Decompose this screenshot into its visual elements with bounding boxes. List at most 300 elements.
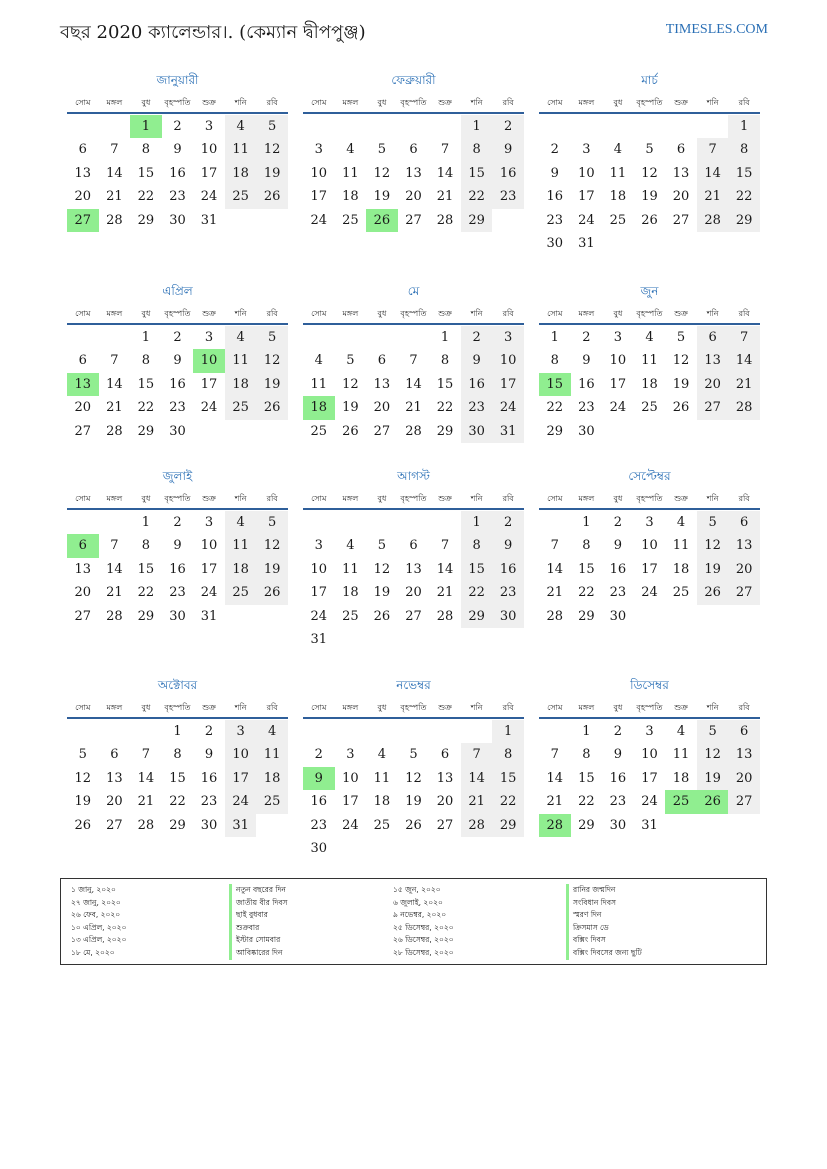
day-cell: 2 — [173, 515, 182, 530]
day-cell: 4 — [346, 538, 355, 554]
day-cell: 14 — [106, 376, 123, 392]
day-cell: 3 — [204, 119, 214, 134]
day-cell-holiday: 15 — [539, 373, 571, 396]
day-cell: 10 — [200, 142, 218, 158]
day-cell: 22 — [578, 585, 595, 601]
day-cell: 17 — [310, 189, 328, 205]
day-cell: 3 — [225, 720, 257, 743]
day-cell: 21 — [106, 189, 123, 205]
day-cell: 16 — [169, 376, 186, 392]
weekday-label: সোম — [547, 309, 563, 318]
day-cell: 6 — [78, 142, 87, 158]
weekday-label: সোম — [311, 309, 327, 318]
holiday-name: রানির জন্মদিন — [566, 884, 642, 897]
day-cell: 22 — [461, 185, 493, 208]
empty-cell — [303, 720, 335, 743]
day-cell: 16 — [492, 162, 524, 185]
day-cell: 10 — [310, 561, 328, 577]
day-cell: 12 — [405, 770, 422, 786]
holiday-date: ২৫ ডিসেম্বর, ২০২০ — [393, 922, 454, 932]
day-cell: 7 — [440, 538, 450, 554]
day-cell: 26 — [342, 423, 359, 439]
day-cell: 1 — [440, 330, 450, 345]
day-cell: 11 — [256, 743, 288, 766]
empty-cell — [429, 115, 461, 138]
day-cell: 17 — [342, 794, 359, 810]
day-cell: 4 — [676, 515, 686, 530]
day-cell: 25 — [225, 185, 257, 208]
day-cell: 11 — [225, 349, 257, 372]
holiday-date: ১৮ মে, ২০২০ — [71, 947, 115, 957]
day-grid — [539, 115, 760, 255]
month-name: আগস্ট — [397, 469, 430, 483]
day-cell: 11 — [672, 747, 690, 763]
day-cell: 3 — [204, 330, 214, 345]
holiday-name: স্মরণ দিন — [566, 909, 642, 922]
day-cell: 29 — [578, 817, 595, 833]
day-cell: 23 — [310, 817, 328, 833]
day-cell: 13 — [74, 561, 92, 577]
empty-cell — [366, 511, 398, 534]
weekday-label: বৃহস্পতি — [636, 494, 663, 503]
weekday-header — [303, 94, 524, 114]
day-cell: 8 — [461, 534, 493, 557]
day-cell: 13 — [373, 376, 391, 392]
month-name: এপ্রিল — [162, 284, 193, 298]
day-cell: 2 — [173, 330, 182, 345]
month-block — [303, 281, 524, 443]
day-cell: 16 — [546, 189, 564, 205]
weekday-header — [67, 94, 288, 114]
day-cell: 9 — [492, 534, 524, 557]
day-cell: 22 — [578, 794, 595, 810]
day-cell: 14 — [137, 770, 155, 786]
site-brand-link[interactable]: TIMESLES.COM — [665, 22, 768, 37]
day-cell: 20 — [74, 400, 92, 416]
day-cell: 28 — [546, 608, 564, 624]
weekday-label: বৃহস্পতি — [164, 98, 191, 107]
day-cell: 5 — [409, 747, 418, 763]
month-name: জুলাই — [162, 469, 193, 483]
empty-cell — [99, 115, 131, 138]
day-cell: 27 — [74, 608, 92, 624]
day-cell-holiday: 18 — [303, 396, 335, 419]
weekday-label: রবি — [266, 309, 278, 318]
weekday-label: শনি — [470, 98, 483, 107]
day-cell: 4 — [346, 142, 355, 158]
day-cell: 17 — [200, 376, 218, 392]
day-cell: 1 — [461, 115, 493, 138]
day-grid — [539, 720, 760, 837]
day-cell: 3 — [314, 538, 323, 554]
day-grid — [303, 115, 524, 232]
empty-cell — [398, 720, 430, 743]
day-cell-holiday: 13 — [67, 373, 99, 396]
day-cell: 21 — [436, 189, 454, 205]
day-cell: 7 — [141, 747, 151, 763]
day-cell: 20 — [697, 373, 729, 396]
day-cell: 22 — [137, 585, 155, 601]
weekday-label: রবি — [502, 494, 514, 503]
day-cell: 23 — [200, 794, 218, 810]
day-cell: 20 — [728, 767, 760, 790]
day-cell: 14 — [461, 767, 493, 790]
day-cell: 24 — [225, 790, 257, 813]
weekday-label: মঙ্গল — [106, 98, 123, 107]
empty-cell — [303, 115, 335, 138]
day-cell: 18 — [225, 162, 257, 185]
weekday-label: মঙ্গল — [342, 494, 359, 503]
day-cell: 25 — [225, 581, 257, 604]
weekday-label: শুক্র — [674, 703, 688, 712]
day-cell: 14 — [546, 770, 564, 786]
day-cell: 27 — [74, 423, 92, 439]
day-cell: 27 — [672, 212, 690, 228]
weekday-label: শুক্র — [202, 309, 216, 318]
day-cell: 10 — [578, 165, 595, 181]
day-cell: 17 — [310, 585, 328, 601]
day-cell: 2 — [492, 511, 524, 534]
day-cell: 23 — [169, 189, 186, 205]
day-cell: 25 — [672, 585, 690, 601]
holiday-name: নতুন বছরের দিন — [229, 884, 288, 897]
day-cell: 24 — [609, 400, 627, 416]
day-cell: 9 — [613, 538, 623, 554]
day-cell: 29 — [492, 814, 524, 837]
empty-cell — [303, 511, 335, 534]
day-cell: 18 — [641, 376, 658, 392]
day-cell: 17 — [200, 165, 218, 181]
day-cell: 7 — [440, 142, 450, 158]
day-cell-holiday: 28 — [539, 814, 571, 837]
day-cell: 20 — [74, 585, 92, 601]
holiday-name: বক্সিং দিবস — [566, 934, 642, 947]
day-cell: 17 — [225, 767, 257, 790]
day-cell: 13 — [405, 561, 422, 577]
empty-cell — [67, 326, 99, 349]
day-cell: 22 — [169, 794, 186, 810]
weekday-label: সোম — [547, 494, 563, 503]
weekday-label: শুক্র — [202, 98, 216, 107]
day-cell: 28 — [461, 814, 493, 837]
day-cell: 16 — [609, 561, 627, 577]
weekday-label: মঙ্গল — [342, 703, 359, 712]
day-cell: 4 — [676, 724, 686, 739]
day-cell: 9 — [461, 349, 493, 372]
day-cell: 2 — [613, 724, 623, 739]
weekday-label: মঙ্গল — [578, 494, 595, 503]
holiday-name: জাতীয় বীর দিবস — [229, 897, 288, 910]
month-block — [67, 466, 288, 628]
day-cell: 9 — [613, 747, 623, 763]
day-cell: 29 — [436, 423, 454, 439]
day-cell: 28 — [106, 212, 123, 228]
day-cell: 3 — [492, 326, 524, 349]
day-cell: 20 — [106, 794, 123, 810]
month-block — [303, 70, 524, 232]
holiday-date: ৬ জুলাই, ২০২০ — [393, 897, 443, 907]
weekday-label: বৃহস্পতি — [164, 309, 191, 318]
day-cell: 12 — [256, 349, 288, 372]
day-cell: 30 — [609, 817, 627, 833]
day-cell: 13 — [74, 165, 92, 181]
empty-cell — [571, 115, 603, 138]
day-cell: 5 — [346, 353, 355, 369]
day-cell: 20 — [405, 189, 422, 205]
weekday-label: বুধ — [613, 703, 623, 712]
day-cell: 14 — [697, 162, 729, 185]
day-cell: 15 — [461, 162, 493, 185]
day-cell: 20 — [405, 585, 422, 601]
day-cell: 18 — [342, 585, 359, 601]
day-cell: 11 — [641, 353, 658, 369]
day-grid — [303, 326, 524, 443]
day-cell: 19 — [641, 189, 658, 205]
day-cell: 20 — [436, 794, 454, 810]
weekday-label: বৃহস্পতি — [636, 98, 663, 107]
month-name: জুন — [640, 284, 659, 298]
weekday-label: মঙ্গল — [578, 98, 595, 107]
empty-cell — [335, 511, 367, 534]
weekday-label: বুধ — [141, 98, 151, 107]
empty-cell — [429, 511, 461, 534]
day-cell: 15 — [436, 376, 454, 392]
month-name: সেপ্টেম্বর — [628, 469, 671, 483]
day-cell: 18 — [672, 770, 690, 786]
day-cell: 11 — [342, 561, 359, 577]
day-cell: 15 — [578, 561, 595, 577]
day-cell: 21 — [405, 400, 422, 416]
day-cell: 1 — [492, 720, 524, 743]
day-cell: 17 — [578, 189, 595, 205]
weekday-label: বুধ — [141, 494, 151, 503]
empty-cell — [429, 720, 461, 743]
month-name: মে — [407, 284, 420, 298]
day-cell: 27 — [728, 790, 760, 813]
day-cell: 6 — [78, 353, 87, 369]
day-cell: 15 — [137, 165, 155, 181]
day-cell: 15 — [578, 770, 595, 786]
weekday-label: বুধ — [141, 703, 151, 712]
weekday-label: রবি — [738, 309, 750, 318]
empty-cell — [634, 115, 666, 138]
weekday-label: বুধ — [377, 309, 387, 318]
day-cell: 29 — [546, 423, 564, 439]
day-cell: 28 — [436, 212, 454, 228]
day-cell: 6 — [440, 747, 450, 763]
month-name: নভেম্বর — [396, 678, 431, 692]
weekday-label: সোম — [311, 98, 327, 107]
day-cell: 14 — [728, 349, 760, 372]
day-cell: 15 — [728, 162, 760, 185]
day-cell: 2 — [613, 515, 623, 530]
weekday-label: মঙ্গল — [578, 703, 595, 712]
day-cell: 10 — [609, 353, 627, 369]
day-cell: 14 — [106, 561, 123, 577]
day-cell: 21 — [546, 585, 564, 601]
day-cell: 7 — [110, 538, 119, 554]
day-cell: 26 — [697, 581, 729, 604]
holiday-date: ১৫ জুন, ২০২০ — [393, 885, 441, 894]
day-cell-holiday: 25 — [665, 790, 697, 813]
weekday-label: সোম — [311, 494, 327, 503]
day-cell: 7 — [728, 326, 760, 349]
holiday-name: বক্সিং দিবসের জন্য ছুটি — [566, 947, 642, 960]
holiday-date: ২৬ ফেব, ২০২০ — [71, 910, 121, 920]
day-cell: 26 — [373, 608, 391, 624]
day-cell: 25 — [342, 212, 359, 228]
weekday-header — [67, 699, 288, 719]
weekday-label: বৃহস্পতি — [400, 494, 427, 503]
day-cell: 31 — [200, 608, 218, 624]
day-cell: 23 — [609, 585, 627, 601]
day-cell: 2 — [204, 724, 214, 739]
day-cell: 21 — [461, 790, 493, 813]
empty-cell — [539, 511, 571, 534]
day-cell: 25 — [225, 396, 257, 419]
day-cell: 16 — [492, 558, 524, 581]
holiday-date: ৯ নভেম্বর, ২০২০ — [393, 910, 447, 920]
day-cell: 7 — [697, 138, 729, 161]
day-grid — [67, 511, 288, 628]
day-cell: 4 — [225, 326, 257, 349]
day-cell: 13 — [728, 534, 760, 557]
holiday-name: আবিষ্কারের দিন — [229, 947, 288, 960]
day-cell: 7 — [550, 538, 559, 554]
day-cell: 15 — [492, 767, 524, 790]
day-cell: 20 — [373, 400, 391, 416]
day-cell: 19 — [697, 558, 729, 581]
holiday-date: ১ জানু, ২০২০ — [71, 885, 116, 894]
day-cell: 5 — [256, 115, 288, 138]
day-cell: 21 — [106, 400, 123, 416]
holiday-name: ক্রিসমাস ডে — [566, 922, 642, 935]
day-cell: 25 — [310, 423, 328, 439]
day-cell: 11 — [672, 538, 690, 554]
day-cell: 11 — [373, 770, 391, 786]
weekday-label: শনি — [706, 98, 719, 107]
empty-cell — [366, 720, 398, 743]
holiday-name: ছাই বুধবার — [229, 909, 288, 922]
day-cell: 17 — [641, 770, 658, 786]
day-cell: 18 — [225, 373, 257, 396]
weekday-label: শুক্র — [674, 98, 688, 107]
weekday-header — [303, 699, 524, 719]
day-cell: 18 — [373, 794, 391, 810]
day-cell: 14 — [405, 376, 422, 392]
day-cell: 28 — [106, 608, 123, 624]
day-cell: 29 — [578, 608, 595, 624]
day-cell: 3 — [314, 142, 323, 158]
day-cell: 10 — [200, 538, 218, 554]
weekday-label: মঙ্গল — [106, 703, 123, 712]
day-cell: 26 — [74, 817, 92, 833]
day-cell: 16 — [609, 770, 627, 786]
day-cell: 17 — [200, 561, 218, 577]
day-cell: 5 — [256, 511, 288, 534]
day-cell: 24 — [200, 400, 218, 416]
empty-cell — [67, 115, 99, 138]
empty-cell — [99, 511, 131, 534]
day-cell: 6 — [676, 142, 686, 158]
day-cell: 8 — [141, 538, 151, 554]
day-cell-holiday: 9 — [303, 767, 335, 790]
day-cell: 7 — [110, 142, 119, 158]
holiday-dates-column-2 — [393, 884, 454, 960]
day-cell: 21 — [106, 585, 123, 601]
empty-cell — [67, 511, 99, 534]
weekday-label: রবি — [502, 309, 514, 318]
day-cell-holiday: 26 — [697, 790, 729, 813]
weekday-label: শনি — [706, 309, 719, 318]
day-cell: 13 — [436, 770, 454, 786]
month-block — [539, 70, 760, 255]
day-cell: 25 — [373, 817, 391, 833]
day-cell: 22 — [436, 400, 454, 416]
weekday-label: মঙ্গল — [578, 309, 595, 318]
day-cell: 31 — [225, 814, 257, 837]
weekday-label: রবি — [266, 703, 278, 712]
holiday-names-column-2 — [566, 884, 642, 960]
day-cell: 30 — [609, 608, 627, 624]
day-cell: 5 — [697, 720, 729, 743]
day-cell: 26 — [256, 185, 288, 208]
weekday-label: মঙ্গল — [342, 309, 359, 318]
weekday-label: শুক্র — [438, 98, 452, 107]
day-grid — [539, 511, 760, 628]
weekday-label: শনি — [234, 494, 247, 503]
day-cell: 10 — [225, 743, 257, 766]
day-cell: 19 — [405, 794, 422, 810]
day-cell: 24 — [310, 608, 328, 624]
day-cell: 8 — [141, 353, 151, 369]
day-cell: 23 — [609, 794, 627, 810]
empty-cell — [398, 326, 430, 349]
day-cell: 7 — [461, 743, 493, 766]
day-cell: 14 — [436, 561, 454, 577]
day-cell: 22 — [137, 189, 155, 205]
day-cell: 8 — [550, 353, 559, 369]
day-cell: 8 — [492, 743, 524, 766]
weekday-label: রবি — [502, 703, 514, 712]
day-cell: 12 — [373, 165, 391, 181]
day-cell: 16 — [461, 373, 493, 396]
day-cell-holiday: 10 — [193, 349, 225, 372]
day-cell: 24 — [578, 212, 595, 228]
day-cell: 24 — [641, 794, 658, 810]
month-name: জানুয়ারী — [156, 73, 199, 87]
weekday-label: শনি — [706, 703, 719, 712]
day-cell: 26 — [405, 817, 422, 833]
day-cell: 28 — [728, 396, 760, 419]
day-cell: 4 — [225, 115, 257, 138]
weekday-label: শনি — [234, 703, 247, 712]
weekday-label: সোম — [547, 98, 563, 107]
day-cell: 6 — [409, 538, 418, 554]
weekday-label: রবি — [738, 98, 750, 107]
day-cell: 28 — [137, 817, 155, 833]
day-cell: 29 — [169, 817, 186, 833]
day-cell-holiday: 6 — [67, 534, 99, 557]
month-block — [303, 675, 524, 860]
weekday-label: বুধ — [377, 703, 387, 712]
day-cell: 14 — [106, 165, 123, 181]
day-cell: 13 — [672, 165, 690, 181]
day-grid — [67, 115, 288, 232]
day-cell: 29 — [728, 209, 760, 232]
day-cell: 10 — [641, 538, 658, 554]
day-cell: 22 — [492, 790, 524, 813]
